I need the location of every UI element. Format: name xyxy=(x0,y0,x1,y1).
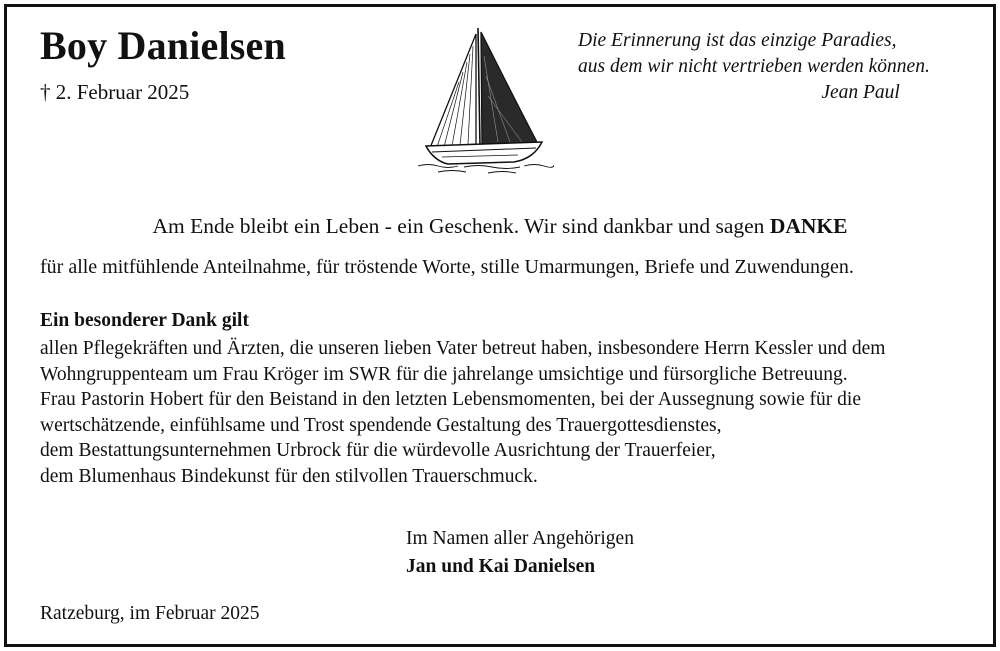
deceased-name: Boy Danielsen xyxy=(40,23,286,68)
body-line: Wohngruppenteam um Frau Kröger im SWR für die jahrelange umsichtige und fürsorgliche Betreuung. xyxy=(40,363,848,385)
signature-names: Jan und Kai Danielsen xyxy=(406,556,596,577)
quote-line-1: Die Erinnerung ist das einzige Paradies, xyxy=(578,30,897,51)
intro-line xyxy=(0,214,1000,239)
body-line: Frau Pastorin Hobert für den Beistand in den letzten Lebensmomenten, bei der Aussegnung sowie für die xyxy=(40,389,861,411)
intro-text: Am Ende bleibt ein Leben - ein Geschenk. Wir sind dankbar und sagen xyxy=(152,214,765,238)
body-line: allen Pflegekräften und Ärzten, die unseren lieben Vater betreut haben, insbesondere Herrn Kessler und dem xyxy=(40,338,886,359)
quote-author: Jean Paul xyxy=(821,82,900,103)
quote-line-2: aus dem wir nicht vertrieben werden können. xyxy=(578,56,930,77)
death-date: † 2. Februar 2025 xyxy=(40,80,190,104)
body-line: wertschätzende, einfühlsame und Trost spendende Gestaltung des Trauergottesdienstes, xyxy=(40,414,722,436)
special-thanks-body xyxy=(40,336,885,490)
special-thanks-heading: Ein besonderer Dank gilt xyxy=(40,310,249,331)
place-date: Ratzeburg, im Februar 2025 xyxy=(40,603,260,624)
body-line: dem Blumenhaus Bindekunst für den stilvollen Trauerschmuck. xyxy=(40,465,538,487)
signature-line: Im Namen aller Angehörigen xyxy=(406,528,634,549)
quote-block xyxy=(578,28,930,106)
thanks-line: für alle mitfühlende Anteilnahme, für tröstende Worte, stille Umarmungen, Briefe und Zuwendungen. xyxy=(40,256,854,278)
body-line: dem Bestattungsunternehmen Urbrock für die würdevolle Ausrichtung der Trauerfeier, xyxy=(40,440,716,462)
intro-emphasis: DANKE xyxy=(769,214,848,238)
sailboat-icon xyxy=(418,26,554,178)
